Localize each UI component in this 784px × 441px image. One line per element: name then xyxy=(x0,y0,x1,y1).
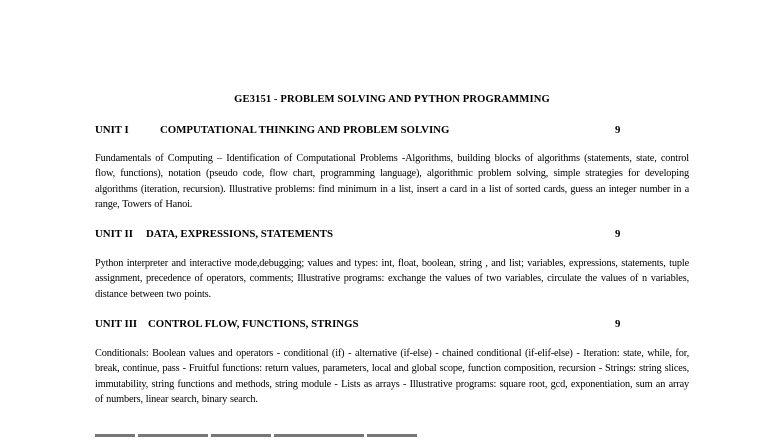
unit-3-heading xyxy=(95,318,690,332)
unit-2-number: UNIT II xyxy=(95,228,133,240)
unit-1-hours: 9 xyxy=(615,124,621,136)
unit-2-title: DATA, EXPRESSIONS, STATEMENTS xyxy=(146,228,333,240)
next-unit-heading-cutoff xyxy=(95,434,575,441)
unit-3-title: CONTROL FLOW, FUNCTIONS, STRINGS xyxy=(148,318,359,330)
unit-1-heading xyxy=(95,124,690,138)
unit-3-content: Conditionals: Boolean values and operators - conditional (if) - alternative (if-else) - chained conditional (if-elif-else) - Iteration: state, while, for, break, continue, pass - Fruitful functions: return values, parameters, local and global scope, function composition, recursion - Strings: string slices, immutability, string functions and methods, string module - Lists as arrays - Illustrative programs: square root, gcd, exponentiation, sum an array of numbers, linear search, binary search. xyxy=(95,348,689,405)
unit-3-hours: 9 xyxy=(615,318,621,330)
unit-2-heading xyxy=(95,228,690,242)
unit-1-content: Fundamentals of Computing – Identification of Computational Problems -Algorithms, building blocks of algorithms (statements, state, control flow, functions), notation (pseudo code, flow chart, programming language), algorithmic problem solving, simple strategies for developing algorithms (iteration, recursion). Illustrative problems: find minimum in a list, insert a card in a list of sorted cards, guess an integer number in a range, Towers of Hanoi. xyxy=(95,153,689,210)
unit-1-number: UNIT I xyxy=(95,124,129,136)
unit-1-title: COMPUTATIONAL THINKING AND PROBLEM SOLVING xyxy=(160,124,450,136)
document-title: GE3151 - PROBLEM SOLVING AND PYTHON PROGRAMMING xyxy=(234,94,550,105)
unit-2-content: Python interpreter and interactive mode,debugging; values and types: int, float, boolean, string , and list; variables, expressions, statements, tuple assignment, precedence of operators, comments; Illustrative programs: exchange the values of two variables, circulate the values of n variables, distance between two points. xyxy=(95,258,689,300)
unit-3-number: UNIT III xyxy=(95,318,138,330)
unit-2-hours: 9 xyxy=(615,228,621,240)
